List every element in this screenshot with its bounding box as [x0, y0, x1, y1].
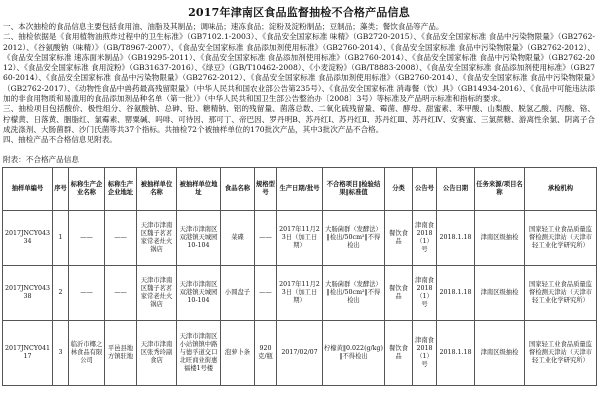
table-cell: 餐饮食品: [385, 265, 413, 320]
table-cell: 2: [53, 265, 69, 320]
table-cell: 津南食2018（1）号: [413, 320, 437, 385]
table-cell: 津南食2018（1）号: [413, 265, 437, 320]
table-cell: 2017JNCY04117: [3, 320, 53, 385]
column-header: 生产日期/批号: [277, 167, 323, 210]
page-title: 2017年津南区食品监督抽检不合格产品信息: [188, 6, 410, 19]
table-cell: 2017年11月23日（加工日期）: [277, 210, 323, 265]
column-header: 被抽样单位地址: [177, 167, 221, 210]
table-cell: ——: [69, 265, 105, 320]
column-header: 抽样单编号: [3, 167, 53, 210]
table-cell: 天津市津南区双港镇天城园10-104: [177, 210, 221, 265]
table-cell: ——: [105, 210, 137, 265]
table-cell: 3: [53, 320, 69, 385]
table-cell: 国家轻工业食品质量监督检测天津站（天津市轻工业化学研究所）: [525, 265, 597, 320]
table-cell: 大肠菌群（发酵法）‖检出/50cm²‖不得检出: [323, 210, 385, 265]
table-cell: 临沂市椰之林食品有限公司: [69, 320, 105, 385]
table-cell: 小圆盘子: [221, 265, 255, 320]
table-cell: 天津市津南区张秀玲副食店: [137, 320, 177, 385]
table-cell: 餐饮食品: [385, 210, 413, 265]
column-header: 公告号: [413, 167, 437, 210]
table-header-row: [3, 167, 597, 210]
column-header: 标称生产企业地址: [105, 167, 137, 210]
paragraph-items: 三、抽检项目包括酸价、极性组分、谷氨酸钠、总砷、铅、糖精钠、铝的残留量、菌落总数、二氧化硫残留量、霉菌、酵母、甜蜜素、苯甲酸、山梨酸、脱氢乙酸、丙酸、铬、柠檬黄、日落黄、胭脂红、氯霉素、罂粟碱、吗啡、可待因、那可丁、帝巴因、罗丹明B、苏丹红Ⅰ、苏丹红Ⅱ、苏丹红Ⅲ、苏丹红Ⅳ、安赛蜜、三氯蔗糖、游离性余氯、阴离子合成洗涤剂、大肠菌群、沙门氏菌等共37个指标。共抽检72个被抽样单位的170批次产品，其中3批次产品不合格。: [3, 104, 595, 134]
table-cell: 平邑县地方镇驻地: [105, 320, 137, 385]
appendix-title: 附表：不合格产品信息: [3, 154, 79, 164]
table-cell: 津南食2018（1）号: [413, 210, 437, 265]
column-header: 分类: [385, 167, 413, 210]
table-cell: 国家轻工业食品质量监督检测天津站（天津市轻工业化学研究所）: [525, 210, 597, 265]
column-header: 不合格项目‖检验结果‖标准值: [323, 167, 385, 210]
table-cell: 泡萝卜条: [221, 320, 255, 385]
paragraph-results: 四、抽检产品不合格信息见附表。: [3, 135, 117, 145]
column-header: 任务来源/项目名称: [475, 167, 525, 210]
table-cell: 1: [53, 210, 69, 265]
table-cell: 天津市津南区小站镇镇中路与德孚道交口北旺商业街惠福楼1号楼: [177, 320, 221, 385]
column-header: 食品名称: [221, 167, 255, 210]
table-row: [3, 210, 597, 265]
table-row: [3, 320, 597, 385]
table-cell: ——: [105, 265, 137, 320]
table-row: [3, 265, 597, 320]
table-cell: 920克/瓶: [255, 320, 277, 385]
table-cell: 2018.1.18: [437, 320, 475, 385]
column-header: 承检机构: [525, 167, 597, 210]
table-cell: 菜碟: [221, 210, 255, 265]
column-header: 序号: [53, 167, 69, 210]
table-cell: 2018.1.18: [437, 210, 475, 265]
column-header: 标称生产企业名称: [69, 167, 105, 210]
column-header: 公告日期: [437, 167, 475, 210]
table-cell: ——: [255, 265, 277, 320]
column-header: 被抽样单位名称: [137, 167, 177, 210]
table-cell: 国家轻工业食品质量监督检测天津站（天津市轻工业化学研究所）: [525, 320, 597, 385]
column-header: 规格型号: [255, 167, 277, 210]
nonconforming-products-table: [2, 167, 597, 386]
table-cell: ——: [69, 210, 105, 265]
paragraph-standards: 二、抽检依据是《食用植物油煎炸过程中的卫生标准》（GB7102.1-2003）、《食品安全国家标准 味精》（GB2720-2015）、《食品安全国家标准 食品中污染物限量》（GB2762-2012）、《谷氨酸钠（味精）》（GB/T8967-2007）、《食品安全国家标准 食品添加剂使用标准》（GB2760-2014）、《食品安全国家标准 食品中污染物限量》（GB2762-2012）、《食品安全国家标准 速冻面米制品》（GB19295-2011）、《食品安全国家标准 食品添加剂使用标准》（GB2760-2014）、《食品安全国家标准 食品中污染物限量》（GB2762-2012）、《食品安全国家标准 食用淀粉》（GB31637-2016）、《绿豆》（GB/T10462-2008）、《小麦淀粉》（GB/T8883-2008）、《食品安全国家标准 食品添加剂使用标准》（GB2760-2014）、《食品安全国家标准 食品中污染物限量》（GB2762-2012）、《食品安全国家标准 食品添加剂使用标准》（GB2760-2014）、《食品安全国家标准 食品中污染物限量》（GB2762-2017）、《动物性食品中兽药最高残留限量》（中华人民共和国农业部公告第235号）、《食品安全国家标准 消毒餐（饮）具》（GB14934-2016）、《食品中可能违法添加的非食用物质和易滥用的食品添加剂品种名单（第一批）》（中华人民共和国卫生部公告整治办〔2008〕3号）等标准及产品明示标准和指标的要求。: [3, 32, 595, 104]
table-cell: 天津市津南区魏子茗茗家常老灶火锅店: [137, 265, 177, 320]
paragraph-scope: 一、本次抽检的食品信息主要包括食用油、油脂及其制品；调味品；速冻食品；淀粉及淀粉制品；豆制品；藻类；餐饮食品等产品。: [3, 22, 444, 31]
table-cell: ——: [255, 210, 277, 265]
table-cell: 津南区级抽检: [475, 265, 525, 320]
table-cell: 天津市津南区魏子茗茗家常老灶火锅店: [137, 210, 177, 265]
table-cell: 柠檬黄‖0.022(g/kg)‖不得检出: [323, 320, 385, 385]
table-cell: 2017JNCY04334: [3, 210, 53, 265]
table-cell: 餐饮食品: [385, 320, 413, 385]
table-cell: 天津市津南区双港镇天城园10-104: [177, 265, 221, 320]
table-cell: 2018.1.18: [437, 265, 475, 320]
table-cell: 2017/02/07: [277, 320, 323, 385]
table-cell: 2017JNCY04338: [3, 265, 53, 320]
table-cell: 2017年11月23日（加工日期）: [277, 265, 323, 320]
table-cell: 大肠菌群（发酵法）‖检出/50cm²‖不得检出: [323, 265, 385, 320]
table-cell: 津南区级抽检: [475, 210, 525, 265]
table-cell: 津南区级抽检: [475, 320, 525, 385]
notice-paragraphs: [0, 22, 598, 146]
